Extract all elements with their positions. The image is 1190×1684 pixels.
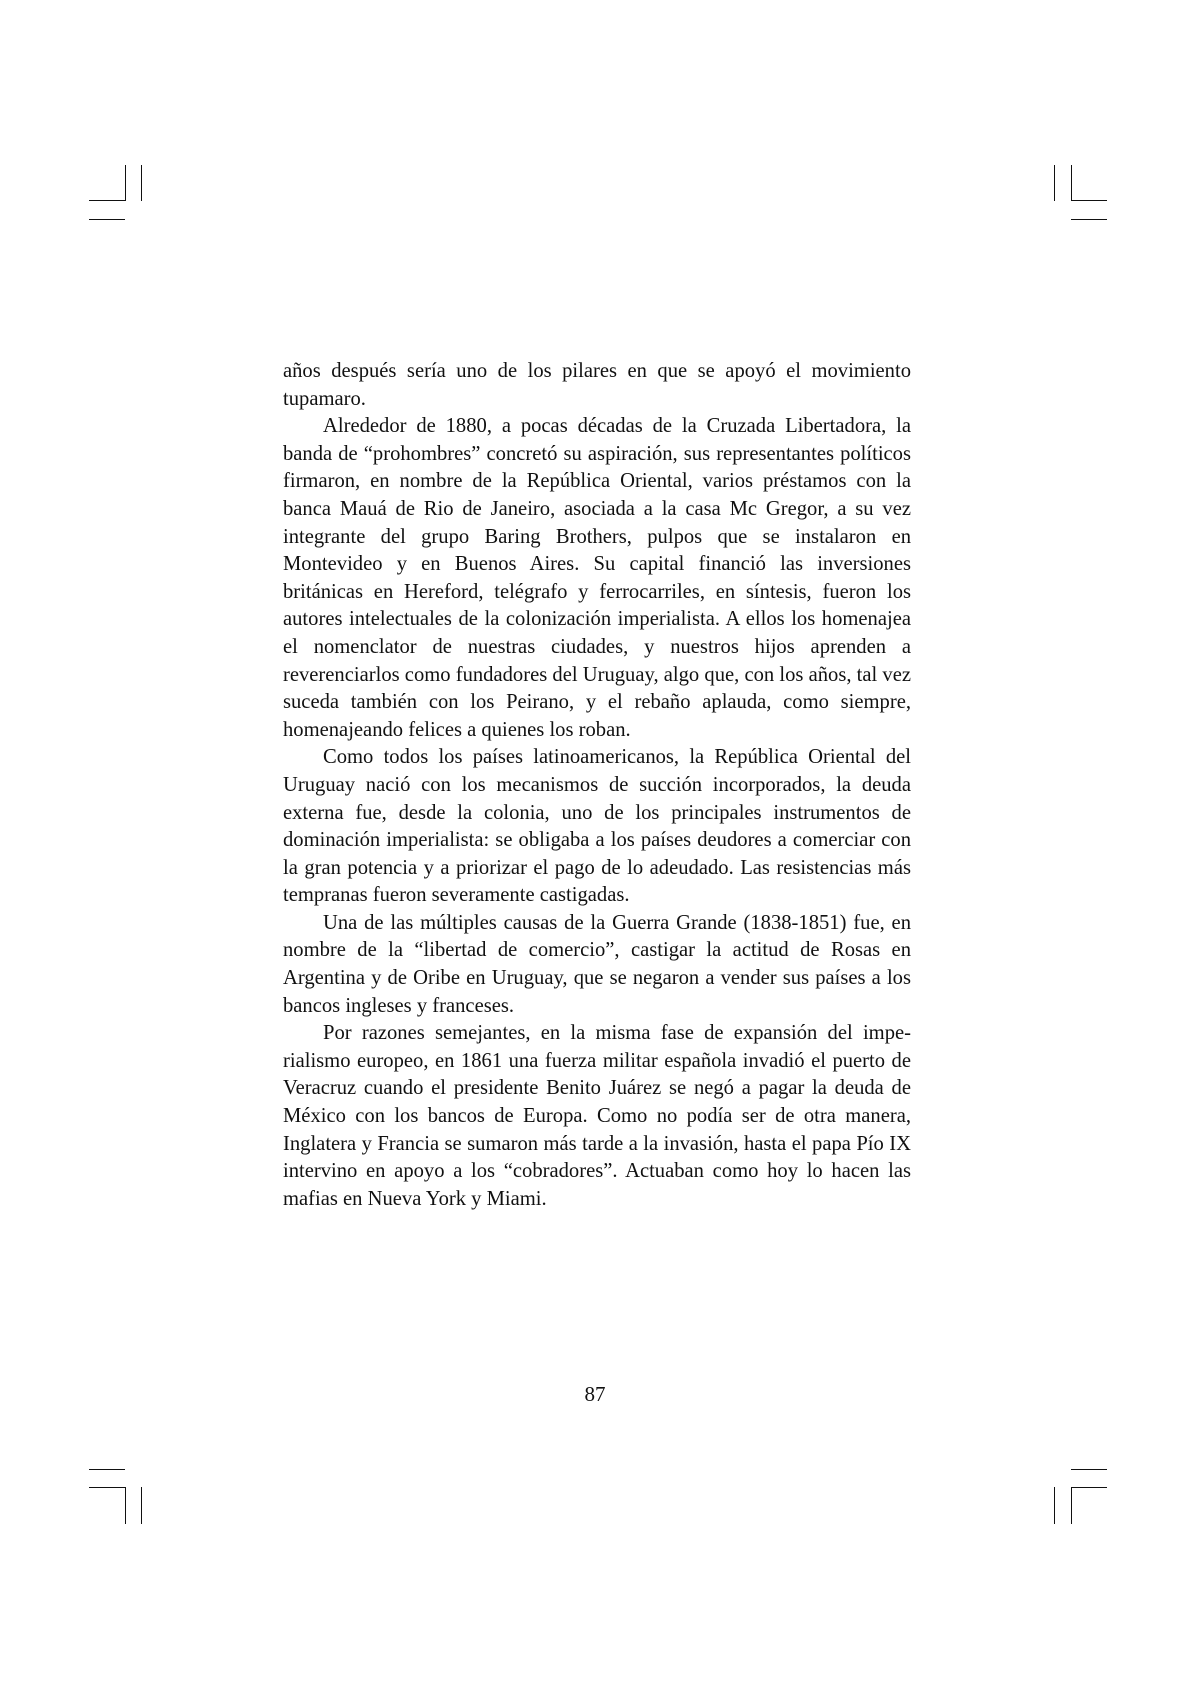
page-number: 87 [584, 1382, 606, 1406]
crop-mark [125, 1487, 126, 1524]
paragraph: Una de las múltiples causas de la Guerra Grande (1838-1851) fue, en nombre de la “libertad de comercio”, castigar la actitud de Rosas en Argentina y de Oribe en Uruguay, que se negaron a vender sus países a los bancos ingleses y franceses. [283, 911, 911, 1017]
paragraph: años después sería uno de los pilares en que se apoyó el movimiento tupamaro. [283, 360, 911, 410]
crop-mark [89, 200, 125, 201]
crop-mark [1071, 219, 1107, 220]
crop-mark [89, 1487, 125, 1488]
crop-mark [1071, 200, 1107, 201]
paragraph: Por razones semejantes, en la misma fase de expansión del imperialismo europeo, en 1861 una fuerza militar española invadió el puerto de Veracruz cuando el presidente Benito Juárez se negó a pagar la deuda de México con los bancos de Europa. Como no podía ser de otra manera, Inglatera y Francia se sumaron más tarde a la invasión, hasta el papa Pío IX intervino en apoyo a los “cobradores”. Actuaban como hoy lo hacen las mafias en Nueva York y Miami. [283, 1022, 911, 1210]
crop-mark [89, 1469, 125, 1470]
body-text [283, 358, 911, 1213]
crop-mark [1071, 165, 1072, 201]
crop-mark [1071, 1487, 1107, 1488]
crop-mark [125, 165, 126, 201]
crop-mark [141, 1487, 142, 1524]
crop-mark [1054, 1487, 1055, 1524]
crop-mark [89, 219, 125, 220]
crop-mark [1071, 1469, 1107, 1470]
paragraph: Como todos los países latinoamericanos, la República Oriental del Uruguay nació con los mecanismos de succión incorporados, la deuda externa fue, desde la colonia, uno de los principales instrumentos de dominación imperialista: se obligaba a los países deudores a comerciar con la gran potencia y a priorizar el pago de lo adeudado. Las resistencias más tempranas fueron severamente castigadas. [283, 746, 911, 907]
crop-mark [1071, 1487, 1072, 1524]
crop-mark [1054, 165, 1055, 201]
crop-mark [141, 165, 142, 201]
paragraph: Alrededor de 1880, a pocas décadas de la Cruzada Libertadora, la banda de “prohombres” concretó su aspiración, sus representantes políticos firmaron, en nombre de la República Oriental, varios préstamos con la banca Mauá de Rio de Janeiro, asociada a la casa Mc Gregor, a su vez integrante del grupo Baring Brothers, pulpos que se instalaron en Montevideo y en Buenos Aires. Su capital financió las inversiones británicas en Hereford, telégrafo y ferrocarriles, en síntesis, fueron los autores intelectuales de la colonización imperialista. A ellos los homenajea el nomenclator de nuestras ciudades, y nuestros hijos aprenden a reverenciarlos como fundadores del Uruguay, algo que, con los años, tal vez suceda también con los Peirano, y el rebaño aplauda, como siempre, homenajeando felices a quienes los roban. [283, 415, 911, 741]
